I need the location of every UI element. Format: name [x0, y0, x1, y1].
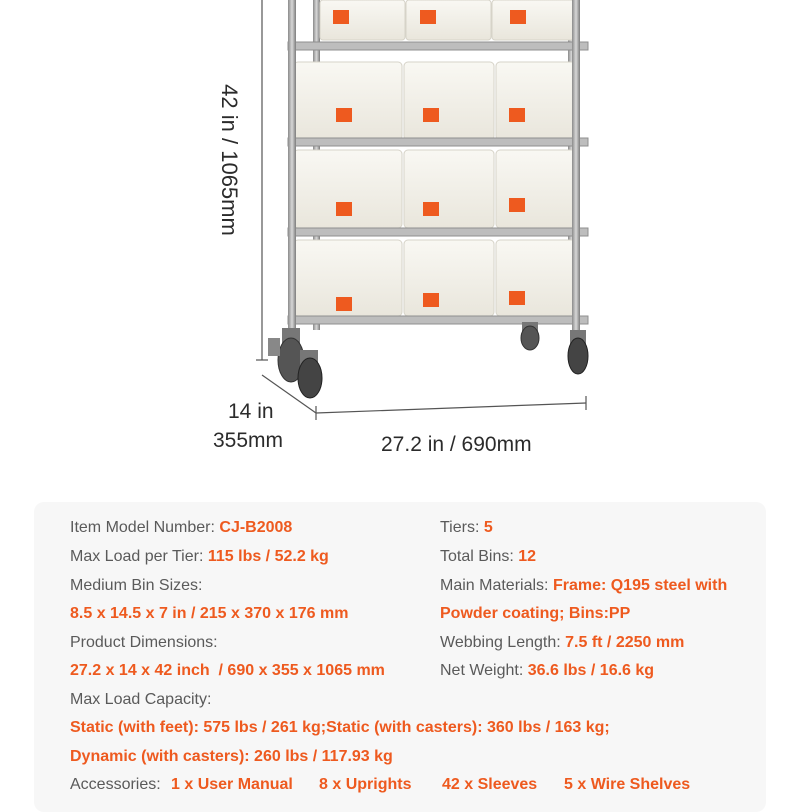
- spec-materials: [440, 577, 727, 595]
- bin-row-4: [294, 240, 576, 316]
- spec-label: Max Load per Tier:: [70, 548, 204, 565]
- spec-label: Medium Bin Sizes:: [70, 577, 203, 594]
- bin-label: [336, 202, 352, 216]
- accessory-item: 5 x Wire Shelves: [564, 776, 691, 793]
- spec-value: 7.5 ft / 2250 mm: [565, 634, 685, 651]
- spec-load-capacity-line2: [70, 748, 393, 766]
- bin-label: [509, 108, 525, 122]
- spec-value: Powder coating; Bins:PP: [440, 605, 631, 622]
- wire-shelf: [288, 316, 588, 324]
- storage-bin: [492, 0, 574, 40]
- spec-model: [70, 519, 292, 537]
- wire-shelf: [288, 42, 588, 50]
- spec-net-weight: [440, 662, 654, 680]
- upright-post: [288, 0, 296, 340]
- spec-value: Frame: Q195 steel with: [552, 577, 728, 594]
- spec-label: Webbing Length:: [440, 634, 561, 651]
- storage-bin: [406, 0, 491, 40]
- wire-shelf: [288, 228, 588, 236]
- spec-load-per-tier: [70, 548, 329, 566]
- storage-bin: [496, 62, 576, 140]
- storage-bin: [320, 0, 405, 40]
- spec-value: 8.5 x 14.5 x 7 in / 215 x 370 x 176 mm: [70, 605, 349, 622]
- height-dimension-label: 42 in / 1065mm: [217, 84, 242, 236]
- bin-label: [333, 10, 349, 24]
- spec-label: Main Materials:: [440, 577, 549, 594]
- spec-product-dim-label: [70, 634, 218, 652]
- storage-bin: [404, 150, 494, 228]
- spec-value: 5: [483, 519, 493, 536]
- bin-label: [509, 291, 525, 305]
- spec-label: Product Dimensions:: [70, 634, 218, 651]
- spec-value: 12: [518, 548, 537, 565]
- spec-label: Tiers:: [440, 519, 480, 536]
- wire-shelf: [288, 138, 588, 146]
- spec-label: Max Load Capacity:: [70, 691, 212, 708]
- bin-label: [423, 108, 439, 122]
- storage-bin: [496, 150, 576, 228]
- spec-value: 36.6 lbs / 16.6 kg: [527, 662, 655, 679]
- bin-label: [510, 10, 526, 24]
- spec-value: Dynamic (with casters): 260 lbs / 117.93 kg: [70, 748, 393, 765]
- spec-load-capacity-line1: [70, 719, 610, 737]
- storage-bin: [294, 150, 402, 228]
- bin-row-2: [294, 62, 576, 140]
- bin-row-3: [294, 150, 576, 228]
- storage-bin: [404, 240, 494, 316]
- storage-bin: [404, 62, 494, 140]
- accessory-item: 42 x Sleeves: [442, 776, 538, 793]
- spec-load-capacity-label: [70, 691, 211, 709]
- spec-tiers: [440, 519, 493, 537]
- bin-row-1: [320, 0, 574, 40]
- caster-wheels: [268, 322, 588, 398]
- bin-label: [423, 293, 439, 307]
- spec-value: Static (with feet): 575 lbs / 261 kg;Static (with casters): 360 lbs / 163 kg;: [70, 719, 610, 736]
- spec-product-dim-value: [70, 662, 385, 680]
- upright-post: [572, 0, 580, 340]
- accessory-item: 1 x User Manual: [171, 776, 293, 793]
- spec-value: 115 lbs / 52.2 kg: [207, 548, 329, 565]
- width-dimension-label: 27.2 in / 690mm: [381, 433, 532, 456]
- spec-bin-sizes-value: [70, 605, 348, 623]
- spec-bin-sizes-label: [70, 577, 203, 595]
- accessories-label: Accessories:: [70, 776, 161, 793]
- bin-label: [336, 108, 352, 122]
- depth-dimension-inch: 14 in: [228, 400, 274, 423]
- spec-label: Item Model Number:: [70, 519, 215, 536]
- accessory-item: 8 x Uprights: [319, 776, 412, 793]
- spec-webbing: [440, 634, 684, 652]
- storage-bin: [496, 240, 576, 316]
- bin-label: [423, 202, 439, 216]
- bin-label: [336, 297, 352, 311]
- bin-label: [420, 10, 436, 24]
- spec-label: Total Bins:: [440, 548, 514, 565]
- spec-value: 27.2 x 14 x 42 inch / 690 x 355 x 1065 mm: [70, 662, 385, 679]
- depth-dimension-mm: 355mm: [213, 429, 284, 452]
- bin-label: [509, 198, 525, 212]
- spec-materials-line2: [440, 605, 630, 623]
- storage-bin: [294, 62, 402, 140]
- spec-label: Net Weight:: [440, 662, 524, 679]
- spec-value: CJ-B2008: [219, 519, 293, 536]
- spec-total-bins: [440, 548, 536, 566]
